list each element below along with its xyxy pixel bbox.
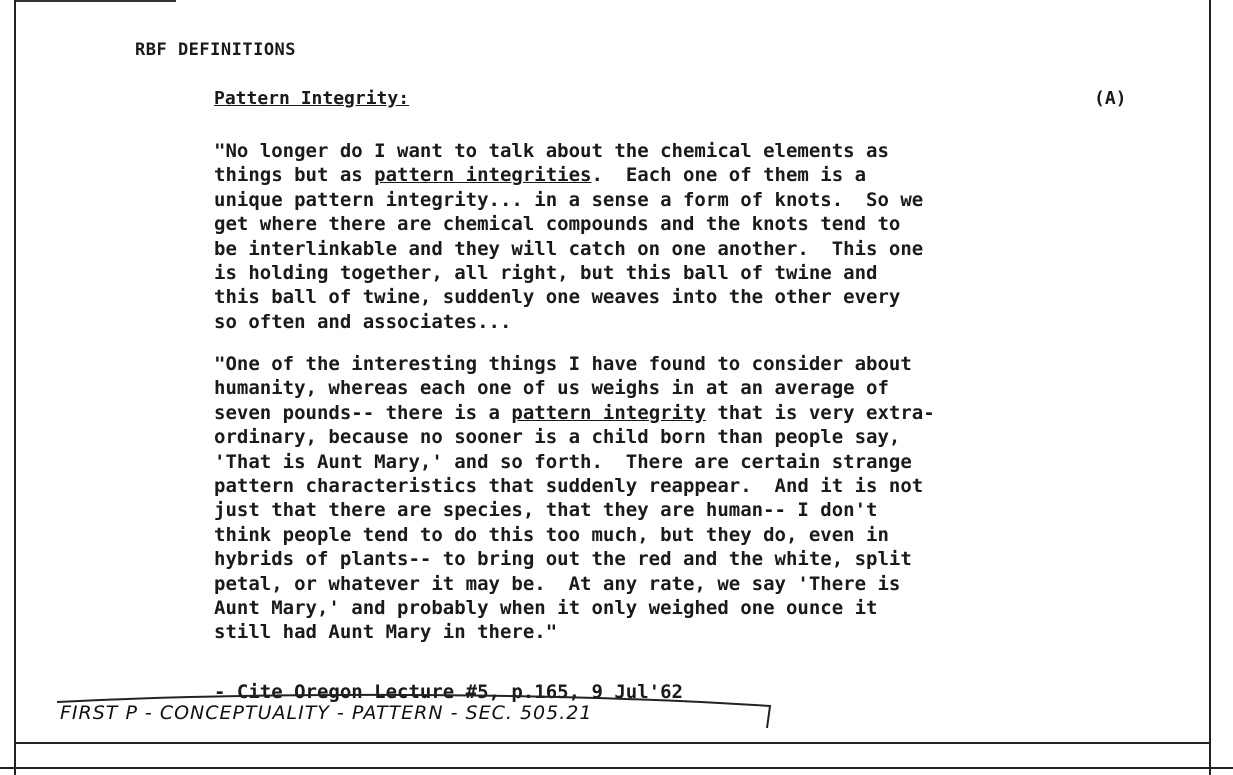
p1-line: "No longer do I want to talk about the chemical elements as	[214, 140, 889, 162]
p1-line: things but as	[214, 164, 375, 187]
definition-heading	[214, 88, 409, 109]
definition-heading-text: Pattern Integrity:	[214, 88, 410, 109]
p2-line: seven pounds-- there is a	[214, 401, 512, 424]
p2-line: petal, or whatever it may be. At any rate, we say 'There is	[214, 572, 901, 595]
citation: - Cite Oregon Lecture #5, p.165, 9 Jul'62	[214, 681, 683, 703]
p2-line: "One of the interesting things I have found to consider about	[214, 353, 912, 375]
p2-line: that is very extra-	[705, 401, 935, 424]
reference-letter: (A)	[1094, 88, 1127, 109]
bottom-right-border	[1209, 744, 1211, 775]
underlined-term: pattern integrity	[511, 401, 706, 424]
bottom-rule	[0, 767, 1233, 769]
p2-line: think people tend to do this too much, but they do, even in	[214, 523, 889, 546]
p1-line: be interlinkable and they will catch on one another. This one	[214, 237, 924, 260]
section-title: RBF DEFINITIONS	[135, 40, 297, 60]
p1-line: so often and associates...	[214, 310, 512, 333]
p2-line: 'That is Aunt Mary,' and so forth. There are certain strange	[214, 450, 912, 473]
underlined-term: pattern integrities	[374, 164, 592, 187]
p1-line: unique pattern integrity... in a sense a form of knots. So we	[214, 188, 924, 211]
p2-line: humanity, whereas each one of us weighs in at an average of	[214, 377, 889, 400]
p1-line: . Each one of them is a	[591, 164, 867, 187]
p2-line: hybrids of plants-- to bring out the red and the white, split	[214, 548, 912, 571]
p1-line: this ball of twine, suddenly one weaves into the other every	[214, 286, 901, 309]
p2-line: still had Aunt Mary in there."	[214, 621, 558, 644]
top-rule	[16, 0, 176, 2]
p1-line: is holding together, all right, but this ball of twine and	[214, 262, 878, 285]
p2-line: just that there are species, that they are human-- I don't	[214, 499, 878, 522]
bottom-left-border	[14, 744, 16, 775]
p2-line: Aunt Mary,' and probably when it only weighed one ounce it	[214, 597, 878, 620]
p1-line: get where there are chemical compounds and the knots tend to	[214, 213, 901, 236]
quote-paragraph-2	[214, 352, 1114, 645]
p2-line: ordinary, because no sooner is a child born than people say,	[214, 426, 901, 449]
quote-paragraph-1	[214, 139, 1114, 334]
p2-line: pattern characteristics that suddenly reappear. And it is not	[214, 475, 924, 498]
handwritten-note: FIRST P - CONCEPTUALITY - PATTERN - SEC. 505.21	[60, 702, 593, 724]
